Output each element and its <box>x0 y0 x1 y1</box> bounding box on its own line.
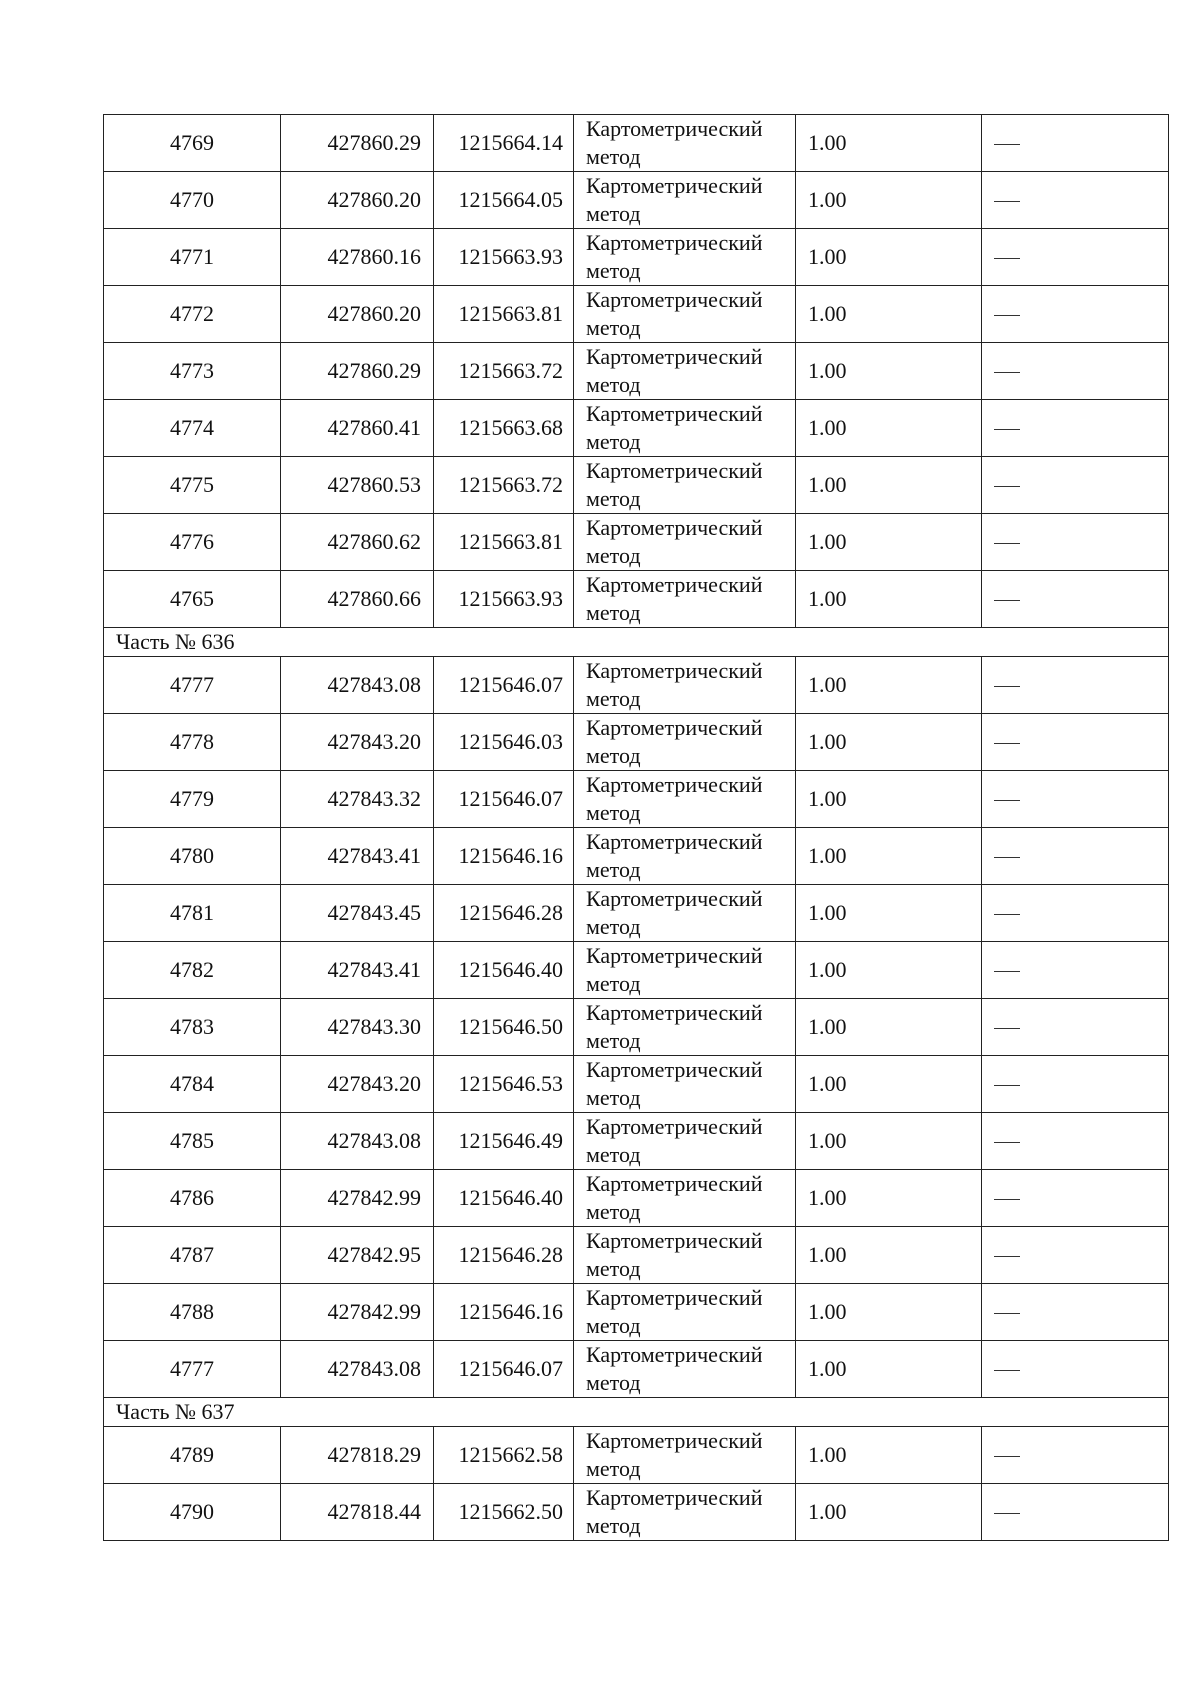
point-number-cell: 4780 <box>104 828 281 885</box>
dash-mark <box>994 372 1020 373</box>
method-cell <box>574 714 796 771</box>
method-text-line1: Картометрический <box>586 658 763 683</box>
method-text-line2: метод <box>586 1370 641 1395</box>
y-coordinate-cell: 1215646.28 <box>434 885 574 942</box>
method-text-line2: метод <box>586 1313 641 1338</box>
x-coordinate-cell: 427843.32 <box>281 771 434 828</box>
accuracy-cell: 1.00 <box>796 1170 982 1227</box>
table-row <box>104 828 1169 885</box>
point-number-cell: 4776 <box>104 514 281 571</box>
description-cell <box>982 514 1169 571</box>
method-text-line1: Картометрический <box>586 886 763 911</box>
x-coordinate-cell: 427843.08 <box>281 657 434 714</box>
method-text-line1: Картометрический <box>586 1342 763 1367</box>
description-cell <box>982 115 1169 172</box>
method-text-line1: Картометрический <box>586 1428 763 1453</box>
dash-mark <box>994 1256 1020 1257</box>
method-text-line2: метод <box>586 1085 641 1110</box>
part-header-row <box>104 628 1169 657</box>
point-number-cell: 4771 <box>104 229 281 286</box>
accuracy-cell: 1.00 <box>796 1227 982 1284</box>
method-cell <box>574 514 796 571</box>
y-coordinate-cell: 1215664.05 <box>434 172 574 229</box>
method-cell <box>574 942 796 999</box>
x-coordinate-cell: 427842.99 <box>281 1170 434 1227</box>
x-coordinate-cell: 427860.20 <box>281 172 434 229</box>
method-text-line2: метод <box>586 914 641 939</box>
point-number-cell: 4773 <box>104 343 281 400</box>
method-cell <box>574 1113 796 1170</box>
point-number-cell: 4775 <box>104 457 281 514</box>
method-text-line2: метод <box>586 1199 641 1224</box>
description-cell <box>982 1284 1169 1341</box>
table-row <box>104 343 1169 400</box>
description-cell <box>982 1484 1169 1541</box>
table-row <box>104 714 1169 771</box>
method-cell <box>574 1484 796 1541</box>
point-number-cell: 4774 <box>104 400 281 457</box>
table-row <box>104 885 1169 942</box>
accuracy-cell: 1.00 <box>796 1113 982 1170</box>
y-coordinate-cell: 1215662.50 <box>434 1484 574 1541</box>
accuracy-cell: 1.00 <box>796 885 982 942</box>
x-coordinate-cell: 427860.62 <box>281 514 434 571</box>
dash-mark <box>994 315 1020 316</box>
y-coordinate-cell: 1215646.16 <box>434 828 574 885</box>
x-coordinate-cell: 427860.16 <box>281 229 434 286</box>
method-text-line1: Картометрический <box>586 1485 763 1510</box>
dash-mark <box>994 857 1020 858</box>
description-cell <box>982 1056 1169 1113</box>
x-coordinate-cell: 427843.20 <box>281 1056 434 1113</box>
method-cell <box>574 885 796 942</box>
description-cell <box>982 343 1169 400</box>
table-row <box>104 1113 1169 1170</box>
table-row <box>104 1170 1169 1227</box>
description-cell <box>982 571 1169 628</box>
method-text-line2: метод <box>586 543 641 568</box>
method-text-line1: Картометрический <box>586 1057 763 1082</box>
y-coordinate-cell: 1215663.81 <box>434 286 574 343</box>
x-coordinate-cell: 427860.20 <box>281 286 434 343</box>
x-coordinate-cell: 427843.45 <box>281 885 434 942</box>
dash-mark <box>994 914 1020 915</box>
point-number-cell: 4779 <box>104 771 281 828</box>
x-coordinate-cell: 427818.44 <box>281 1484 434 1541</box>
x-coordinate-cell: 427842.99 <box>281 1284 434 1341</box>
dash-mark <box>994 600 1020 601</box>
method-text-line1: Картометрический <box>586 1114 763 1139</box>
table-row <box>104 1284 1169 1341</box>
x-coordinate-cell: 427860.53 <box>281 457 434 514</box>
x-coordinate-cell: 427860.29 <box>281 115 434 172</box>
accuracy-cell: 1.00 <box>796 1284 982 1341</box>
accuracy-cell: 1.00 <box>796 172 982 229</box>
y-coordinate-cell: 1215646.07 <box>434 657 574 714</box>
x-coordinate-cell: 427860.66 <box>281 571 434 628</box>
x-coordinate-cell: 427843.41 <box>281 828 434 885</box>
x-coordinate-cell: 427860.41 <box>281 400 434 457</box>
x-coordinate-cell: 427843.30 <box>281 999 434 1056</box>
description-cell <box>982 229 1169 286</box>
accuracy-cell: 1.00 <box>796 828 982 885</box>
method-text-line1: Картометрический <box>586 772 763 797</box>
method-cell <box>574 1284 796 1341</box>
y-coordinate-cell: 1215663.81 <box>434 514 574 571</box>
method-text-line2: метод <box>586 857 641 882</box>
description-cell <box>982 771 1169 828</box>
table-row <box>104 942 1169 999</box>
description-cell <box>982 1427 1169 1484</box>
accuracy-cell: 1.00 <box>796 115 982 172</box>
description-cell <box>982 714 1169 771</box>
document-page <box>103 114 1168 1541</box>
method-cell <box>574 999 796 1056</box>
method-cell <box>574 1341 796 1398</box>
dash-mark <box>994 201 1020 202</box>
method-text-line1: Картометрический <box>586 715 763 740</box>
table-body <box>104 115 1169 1541</box>
description-cell <box>982 1170 1169 1227</box>
table-row <box>104 514 1169 571</box>
dash-mark <box>994 543 1020 544</box>
point-number-cell: 4781 <box>104 885 281 942</box>
y-coordinate-cell: 1215646.07 <box>434 1341 574 1398</box>
description-cell <box>982 400 1169 457</box>
dash-mark <box>994 486 1020 487</box>
accuracy-cell: 1.00 <box>796 1427 982 1484</box>
y-coordinate-cell: 1215646.40 <box>434 1170 574 1227</box>
accuracy-cell: 1.00 <box>796 457 982 514</box>
accuracy-cell: 1.00 <box>796 1341 982 1398</box>
description-cell <box>982 828 1169 885</box>
method-text-line2: метод <box>586 971 641 996</box>
accuracy-cell: 1.00 <box>796 571 982 628</box>
method-cell <box>574 1056 796 1113</box>
dash-mark <box>994 1085 1020 1086</box>
method-text-line2: метод <box>586 800 641 825</box>
point-number-cell: 4788 <box>104 1284 281 1341</box>
method-text-line2: метод <box>586 1456 641 1481</box>
method-text-line2: метод <box>586 144 641 169</box>
method-text-line1: Картометрический <box>586 173 763 198</box>
description-cell <box>982 286 1169 343</box>
point-number-cell: 4790 <box>104 1484 281 1541</box>
method-text-line2: метод <box>586 1142 641 1167</box>
method-text-line1: Картометрический <box>586 572 763 597</box>
method-text-line1: Картометрический <box>586 829 763 854</box>
x-coordinate-cell: 427843.41 <box>281 942 434 999</box>
x-coordinate-cell: 427843.08 <box>281 1341 434 1398</box>
accuracy-cell: 1.00 <box>796 400 982 457</box>
description-cell <box>982 1341 1169 1398</box>
method-cell <box>574 457 796 514</box>
accuracy-cell: 1.00 <box>796 1056 982 1113</box>
method-text-line1: Картометрический <box>586 401 763 426</box>
point-number-cell: 4786 <box>104 1170 281 1227</box>
accuracy-cell: 1.00 <box>796 286 982 343</box>
method-cell <box>574 343 796 400</box>
y-coordinate-cell: 1215646.49 <box>434 1113 574 1170</box>
method-cell <box>574 229 796 286</box>
accuracy-cell: 1.00 <box>796 1484 982 1541</box>
y-coordinate-cell: 1215646.03 <box>434 714 574 771</box>
point-number-cell: 4789 <box>104 1427 281 1484</box>
method-text-line1: Картометрический <box>586 344 763 369</box>
dash-mark <box>994 1199 1020 1200</box>
y-coordinate-cell: 1215663.93 <box>434 571 574 628</box>
description-cell <box>982 942 1169 999</box>
dash-mark <box>994 1513 1020 1514</box>
method-text-line1: Картометрический <box>586 287 763 312</box>
method-text-line2: метод <box>586 1028 641 1053</box>
y-coordinate-cell: 1215664.14 <box>434 115 574 172</box>
accuracy-cell: 1.00 <box>796 999 982 1056</box>
method-text-line2: метод <box>586 600 641 625</box>
dash-mark <box>994 1028 1020 1029</box>
method-text-line2: метод <box>586 315 641 340</box>
part-label: Часть № 637 <box>104 1398 1169 1427</box>
accuracy-cell: 1.00 <box>796 771 982 828</box>
part-header-row <box>104 1398 1169 1427</box>
dash-mark <box>994 1313 1020 1314</box>
point-number-cell: 4769 <box>104 115 281 172</box>
x-coordinate-cell: 427860.29 <box>281 343 434 400</box>
y-coordinate-cell: 1215646.50 <box>434 999 574 1056</box>
point-number-cell: 4765 <box>104 571 281 628</box>
method-cell <box>574 571 796 628</box>
method-text-line2: метод <box>586 686 641 711</box>
y-coordinate-cell: 1215646.28 <box>434 1227 574 1284</box>
method-text-line2: метод <box>586 743 641 768</box>
point-number-cell: 4785 <box>104 1113 281 1170</box>
table-row <box>104 172 1169 229</box>
y-coordinate-cell: 1215646.40 <box>434 942 574 999</box>
point-number-cell: 4783 <box>104 999 281 1056</box>
method-text-line1: Картометрический <box>586 458 763 483</box>
method-cell <box>574 771 796 828</box>
table-row <box>104 999 1169 1056</box>
accuracy-cell: 1.00 <box>796 942 982 999</box>
dash-mark <box>994 429 1020 430</box>
table-row <box>104 1427 1169 1484</box>
y-coordinate-cell: 1215646.16 <box>434 1284 574 1341</box>
description-cell <box>982 999 1169 1056</box>
description-cell <box>982 457 1169 514</box>
method-text-line1: Картометрический <box>586 230 763 255</box>
accuracy-cell: 1.00 <box>796 343 982 400</box>
coordinates-table <box>103 114 1169 1541</box>
point-number-cell: 4778 <box>104 714 281 771</box>
method-text-line1: Картометрический <box>586 943 763 968</box>
point-number-cell: 4782 <box>104 942 281 999</box>
method-text-line1: Картометрический <box>586 116 763 141</box>
table-row <box>104 286 1169 343</box>
description-cell <box>982 1113 1169 1170</box>
y-coordinate-cell: 1215663.68 <box>434 400 574 457</box>
table-row <box>104 1484 1169 1541</box>
dash-mark <box>994 800 1020 801</box>
method-text-line2: метод <box>586 372 641 397</box>
method-cell <box>574 115 796 172</box>
point-number-cell: 4772 <box>104 286 281 343</box>
method-text-line2: метод <box>586 429 641 454</box>
table-row <box>104 400 1169 457</box>
y-coordinate-cell: 1215663.72 <box>434 343 574 400</box>
table-row <box>104 1056 1169 1113</box>
part-label: Часть № 636 <box>104 628 1169 657</box>
description-cell <box>982 172 1169 229</box>
accuracy-cell: 1.00 <box>796 714 982 771</box>
method-cell <box>574 1227 796 1284</box>
dash-mark <box>994 686 1020 687</box>
method-text-line1: Картометрический <box>586 1228 763 1253</box>
method-cell <box>574 172 796 229</box>
point-number-cell: 4770 <box>104 172 281 229</box>
y-coordinate-cell: 1215663.72 <box>434 457 574 514</box>
method-text-line2: метод <box>586 486 641 511</box>
x-coordinate-cell: 427842.95 <box>281 1227 434 1284</box>
table-row <box>104 1227 1169 1284</box>
method-text-line1: Картометрический <box>586 1171 763 1196</box>
dash-mark <box>994 144 1020 145</box>
y-coordinate-cell: 1215646.07 <box>434 771 574 828</box>
method-cell <box>574 400 796 457</box>
method-text-line1: Картометрический <box>586 1285 763 1310</box>
method-cell <box>574 828 796 885</box>
y-coordinate-cell: 1215662.58 <box>434 1427 574 1484</box>
point-number-cell: 4784 <box>104 1056 281 1113</box>
method-text-line2: метод <box>586 1256 641 1281</box>
method-text-line1: Картометрический <box>586 1000 763 1025</box>
table-row <box>104 457 1169 514</box>
table-row <box>104 1341 1169 1398</box>
method-cell <box>574 1170 796 1227</box>
method-text-line2: метод <box>586 201 641 226</box>
x-coordinate-cell: 427818.29 <box>281 1427 434 1484</box>
table-row <box>104 771 1169 828</box>
table-row <box>104 571 1169 628</box>
table-row <box>104 657 1169 714</box>
table-row <box>104 115 1169 172</box>
method-text-line2: метод <box>586 1513 641 1538</box>
point-number-cell: 4777 <box>104 657 281 714</box>
dash-mark <box>994 971 1020 972</box>
dash-mark <box>994 1456 1020 1457</box>
point-number-cell: 4787 <box>104 1227 281 1284</box>
y-coordinate-cell: 1215646.53 <box>434 1056 574 1113</box>
table-row <box>104 229 1169 286</box>
accuracy-cell: 1.00 <box>796 657 982 714</box>
dash-mark <box>994 258 1020 259</box>
method-cell <box>574 657 796 714</box>
description-cell <box>982 885 1169 942</box>
dash-mark <box>994 1142 1020 1143</box>
y-coordinate-cell: 1215663.93 <box>434 229 574 286</box>
accuracy-cell: 1.00 <box>796 229 982 286</box>
point-number-cell: 4777 <box>104 1341 281 1398</box>
dash-mark <box>994 1370 1020 1371</box>
description-cell <box>982 657 1169 714</box>
accuracy-cell: 1.00 <box>796 514 982 571</box>
description-cell <box>982 1227 1169 1284</box>
dash-mark <box>994 743 1020 744</box>
method-cell <box>574 286 796 343</box>
method-text-line2: метод <box>586 258 641 283</box>
method-text-line1: Картометрический <box>586 515 763 540</box>
x-coordinate-cell: 427843.20 <box>281 714 434 771</box>
method-cell <box>574 1427 796 1484</box>
x-coordinate-cell: 427843.08 <box>281 1113 434 1170</box>
